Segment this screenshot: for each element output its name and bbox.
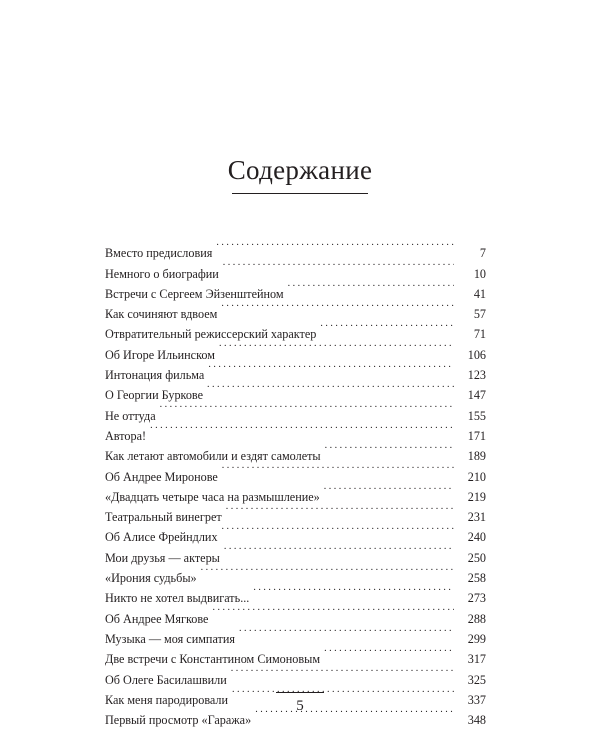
toc-entry-page: 123 bbox=[454, 365, 486, 385]
toc-entry-title: Как сочиняют вдвоем bbox=[105, 304, 221, 324]
toc-entry-page: 348 bbox=[454, 710, 486, 730]
toc-entry-page: 71 bbox=[454, 324, 486, 344]
dot-leader bbox=[219, 338, 454, 358]
footer-rule bbox=[276, 692, 324, 693]
dot-leader bbox=[222, 521, 454, 541]
toc-entry-page: 106 bbox=[454, 345, 486, 365]
toc-entry-title: «Двадцать четыре часа на размышление» bbox=[105, 487, 324, 507]
toc-entry-page: 273 bbox=[454, 588, 486, 608]
dot-leader bbox=[231, 663, 454, 683]
toc-entry-page: 210 bbox=[454, 467, 486, 487]
toc-entry-title: Отвратительный режиссерский характер bbox=[105, 324, 320, 344]
toc-entry-title: Как летают автомобили и ездят самолеты bbox=[105, 446, 325, 466]
dot-leader bbox=[150, 420, 454, 440]
toc-entry-title: Немного о биографии bbox=[105, 264, 223, 284]
toc-entry-page: 240 bbox=[454, 527, 486, 547]
toc-entry-title: «Ирония судьбы» bbox=[105, 568, 201, 588]
dot-leader bbox=[253, 582, 454, 602]
toc-entry bbox=[105, 440, 486, 464]
dot-leader bbox=[320, 318, 454, 338]
page-number: 5 bbox=[296, 698, 304, 714]
toc-entry-page: 7 bbox=[454, 243, 486, 263]
title-underline bbox=[232, 193, 368, 194]
toc-entry-page: 10 bbox=[454, 264, 486, 284]
toc-entry-page: 219 bbox=[454, 487, 486, 507]
toc-entry-title: Не оттуда bbox=[105, 406, 160, 426]
toc-entry-page: 317 bbox=[454, 649, 486, 669]
toc-entry-title: Как меня пародировали bbox=[105, 690, 232, 710]
toc-entry-page: 299 bbox=[454, 629, 486, 649]
toc-entry-title: Автора! bbox=[105, 426, 150, 446]
toc-entry-title: Никто не хотел выдвигать... bbox=[105, 588, 253, 608]
dot-leader bbox=[239, 623, 454, 643]
toc-entry-title: Театральный винегрет bbox=[105, 507, 226, 527]
toc-entry-title: Об Игоре Ильинском bbox=[105, 345, 219, 365]
dot-leader bbox=[207, 379, 454, 399]
toc-entry-title: Первый просмотр «Гаража» bbox=[105, 710, 255, 730]
toc-entry-title: Об Андрее Миронове bbox=[105, 467, 222, 487]
toc-entry-page: 171 bbox=[454, 426, 486, 446]
toc-entry-title: Мои друзья — актеры bbox=[105, 548, 224, 568]
toc-entry-title: Об Алисе Фрейндлих bbox=[105, 527, 222, 547]
dot-leader bbox=[208, 359, 454, 379]
dot-leader bbox=[212, 602, 454, 622]
toc-entry-page: 288 bbox=[454, 609, 486, 629]
toc-entry-page: 57 bbox=[454, 304, 486, 324]
toc-entry-page: 189 bbox=[454, 446, 486, 466]
page-title: Содержание bbox=[227, 155, 373, 185]
toc-entry bbox=[105, 237, 486, 261]
dot-leader bbox=[222, 460, 454, 480]
toc-entry-title: Встречи с Сергеем Эйзенштейном bbox=[105, 284, 288, 304]
dot-leader bbox=[226, 501, 454, 521]
dot-leader bbox=[201, 562, 454, 582]
toc-entry-title: Две встречи с Константином Симоновым bbox=[105, 649, 324, 669]
dot-leader bbox=[160, 399, 454, 419]
dot-leader bbox=[224, 541, 454, 561]
dot-leader bbox=[324, 481, 454, 501]
toc-entry-page: 250 bbox=[454, 548, 486, 568]
toc-entry-page: 258 bbox=[454, 568, 486, 588]
dot-leader bbox=[223, 257, 454, 277]
toc-entry-page: 337 bbox=[454, 690, 486, 710]
toc-entry-title: Музыка — моя симпатия bbox=[105, 629, 239, 649]
toc-entry-page: 325 bbox=[454, 670, 486, 690]
dot-leader bbox=[221, 298, 454, 318]
toc-entry-title: Интонация фильма bbox=[105, 365, 208, 385]
toc-entry bbox=[105, 399, 486, 423]
toc-entry-page: 155 bbox=[454, 406, 486, 426]
toc-entry-title: Вместо предисловия bbox=[105, 243, 216, 263]
dot-leader bbox=[288, 278, 454, 298]
dot-leader bbox=[324, 643, 454, 663]
toc-entry-title: Об Олеге Басилашвили bbox=[105, 670, 231, 690]
toc-entry-title: О Георгии Буркове bbox=[105, 385, 207, 405]
table-of-contents bbox=[105, 237, 486, 728]
toc-entry-page: 231 bbox=[454, 507, 486, 527]
toc-entry-page: 147 bbox=[454, 385, 486, 405]
toc-entry-title: Об Андрее Мягкове bbox=[105, 609, 212, 629]
dot-leader bbox=[216, 237, 454, 257]
dot-leader bbox=[325, 440, 454, 460]
toc-entry bbox=[105, 420, 486, 443]
toc-entry-page: 41 bbox=[454, 284, 486, 304]
